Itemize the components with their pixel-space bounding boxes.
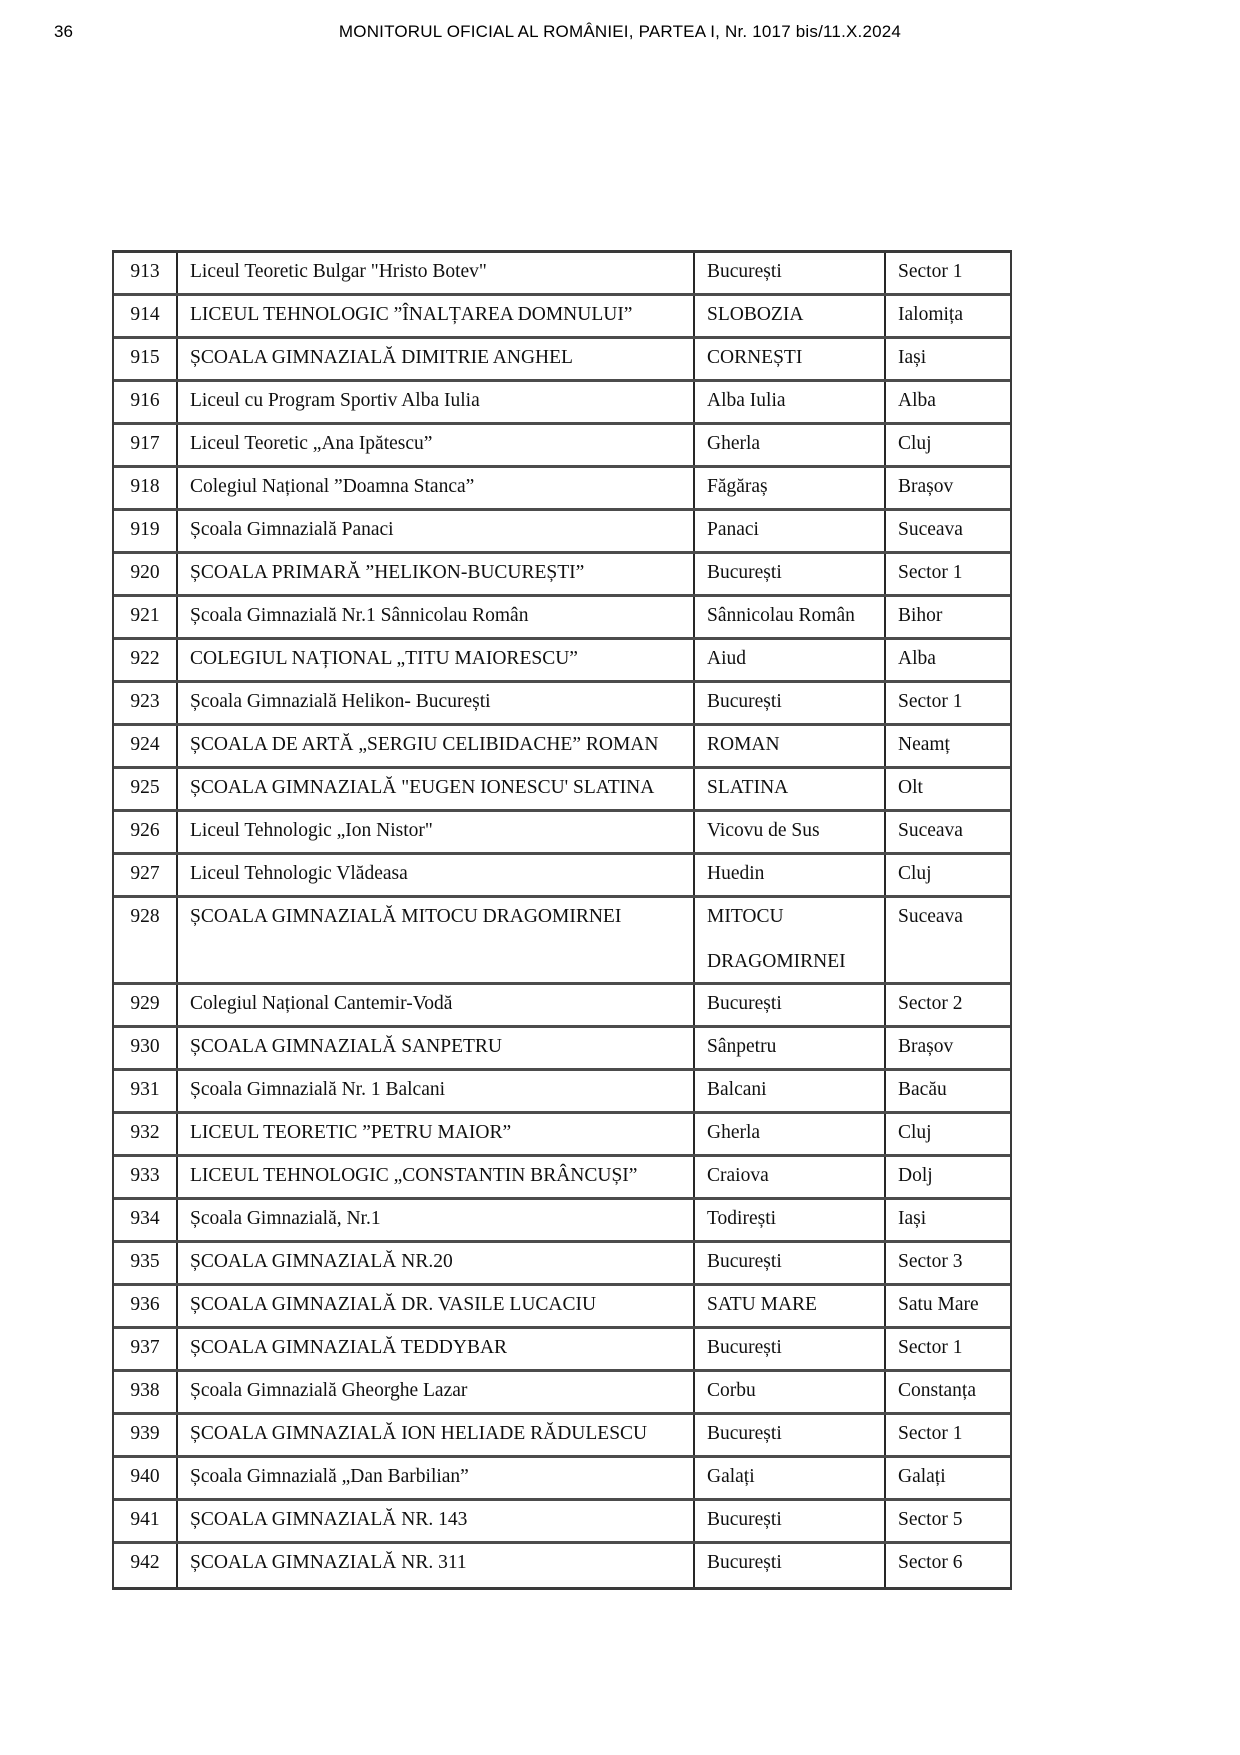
table-row [114,382,1010,425]
school-name-cell: ȘCOALA GIMNAZIALĂ DIMITRIE ANGHEL [178,339,695,379]
city-cell: SLOBOZIA [695,296,886,336]
city-cell: Panaci [695,511,886,551]
table-row [114,1286,1010,1329]
city-line: MITOCU [707,906,784,927]
row-number-cell: 917 [114,425,178,465]
table-row [114,1028,1010,1071]
table-row [114,1071,1010,1114]
county-cell: Bacău [898,1079,947,1100]
row-number-cell: 936 [114,1286,178,1326]
city-cell: București [695,1501,886,1541]
county-cell: Galați [898,1466,946,1487]
city-cell: București [695,1243,886,1283]
row-number-cell: 942 [114,1544,178,1587]
schools-table [112,250,1012,1590]
row-number-cell: 916 [114,382,178,422]
row-number-cell: 920 [114,554,178,594]
school-name-cell: Școala Gimnazială Panaci [178,511,695,551]
city-line: DRAGOMIRNEI [707,951,846,973]
city-cell: CORNEȘTI [695,339,886,379]
city-cell: Vicovu de Sus [695,812,886,852]
school-name-cell: Școala Gimnazială Gheorghe Lazar [178,1372,695,1412]
city-cell: ROMAN [695,726,886,766]
table-row [114,1114,1010,1157]
table-row [114,1157,1010,1200]
page-header [0,22,1240,46]
school-name-cell: Școala Gimnazială Nr.1 Sânnicolau Român [178,597,695,637]
table-row [114,640,1010,683]
school-name-cell: ȘCOALA PRIMARĂ ”HELIKON-BUCUREȘTI” [178,554,695,594]
city-cell: Craiova [695,1157,886,1197]
table-row [114,1372,1010,1415]
city-cell: SATU MARE [695,1286,886,1326]
row-number-cell: 932 [114,1114,178,1154]
county-cell: Brașov [898,476,954,497]
county-cell: Constanța [898,1380,976,1401]
county-cell: Sector 1 [898,691,963,712]
school-name-cell: ȘCOALA GIMNAZIALĂ ION HELIADE RĂDULESCU [178,1415,695,1455]
city-cell: Galați [695,1458,886,1498]
county-cell: Satu Mare [898,1294,979,1315]
row-number-cell: 933 [114,1157,178,1197]
table-row [114,1458,1010,1501]
county-cell: Sector 3 [898,1251,963,1272]
row-number-cell: 934 [114,1200,178,1240]
county-cell: Neamț [898,734,950,755]
row-number-cell: 926 [114,812,178,852]
table-row [114,1544,1010,1587]
county-cell: Iași [898,347,927,368]
school-name-cell: LICEUL TEHNOLOGIC „CONSTANTIN BRÂNCUȘI” [178,1157,695,1197]
row-number-cell: 913 [114,253,178,293]
row-number-cell: 928 [114,898,178,982]
table-row [114,985,1010,1028]
table-row [114,253,1010,296]
row-number-cell: 930 [114,1028,178,1068]
table-row [114,855,1010,898]
city-cell: Todirești [695,1200,886,1240]
county-cell: Cluj [898,433,932,454]
table-row [114,1329,1010,1372]
row-number-cell: 931 [114,1071,178,1111]
city-cell: Aiud [695,640,886,680]
school-name-cell: Școala Gimnazială Helikon- București [178,683,695,723]
row-number-cell: 921 [114,597,178,637]
row-number-cell: 919 [114,511,178,551]
row-number-cell: 915 [114,339,178,379]
city-cell: București [695,1329,886,1369]
table-row [114,1200,1010,1243]
school-name-cell: Liceul Tehnologic „Ion Nistor" [178,812,695,852]
county-cell: Sector 1 [898,562,963,583]
school-name-cell: ȘCOALA GIMNAZIALĂ NR. 143 [178,1501,695,1541]
row-number-cell: 929 [114,985,178,1025]
row-number-cell: 940 [114,1458,178,1498]
city-cell [695,898,886,982]
city-cell: SLATINA [695,769,886,809]
city-cell: Alba Iulia [695,382,886,422]
city-cell: Sânnicolau Român [695,597,886,637]
county-cell: Alba [898,648,936,669]
county-cell: Sector 2 [898,993,963,1014]
city-cell: Gherla [695,1114,886,1154]
school-name-cell: ȘCOALA GIMNAZIALĂ "EUGEN IONESCU' SLATINA [178,769,695,809]
county-cell: Dolj [898,1165,933,1186]
table-row [114,597,1010,640]
table-row [114,1243,1010,1286]
row-number-cell: 923 [114,683,178,723]
school-name-cell: ȘCOALA GIMNAZIALĂ DR. VASILE LUCACIU [178,1286,695,1326]
school-name-cell: Liceul Tehnologic Vlădeasa [178,855,695,895]
row-number-cell: 924 [114,726,178,766]
row-number-cell: 938 [114,1372,178,1412]
school-name-cell: ȘCOALA GIMNAZIALĂ NR.20 [178,1243,695,1283]
row-number-cell: 914 [114,296,178,336]
school-name-cell: Școala Gimnazială, Nr.1 [178,1200,695,1240]
county-cell: Sector 1 [898,261,963,282]
row-number-cell: 939 [114,1415,178,1455]
city-cell: Corbu [695,1372,886,1412]
table-row [114,468,1010,511]
row-number-cell: 937 [114,1329,178,1369]
county-cell: Iași [898,1208,927,1229]
city-cell: Gherla [695,425,886,465]
city-cell: București [695,554,886,594]
county-cell: Sector 5 [898,1509,963,1530]
table-row [114,339,1010,382]
city-cell: Huedin [695,855,886,895]
page-number: 36 [54,22,73,41]
school-name-cell: Liceul cu Program Sportiv Alba Iulia [178,382,695,422]
row-number-cell: 927 [114,855,178,895]
county-cell: Sector 1 [898,1423,963,1444]
gazette-title: MONITORUL OFICIAL AL ROMÂNIEI, PARTEA I, Nr. 1017 bis/11.X.2024 [338,22,902,41]
table-row [114,898,1010,985]
table-row [114,296,1010,339]
school-name-cell: ȘCOALA DE ARTĂ „SERGIU CELIBIDACHE” ROMAN [178,726,695,766]
city-cell: Balcani [695,1071,886,1111]
county-cell: Suceava [898,906,963,927]
school-name-cell: Școala Gimnazială „Dan Barbilian” [178,1458,695,1498]
county-cell: Suceava [898,519,963,540]
county-cell: Brașov [898,1036,954,1057]
county-cell: Olt [898,777,923,798]
row-number-cell: 935 [114,1243,178,1283]
table-row [114,425,1010,468]
county-cell: Bihor [898,605,943,626]
county-cell: Sector 1 [898,1337,963,1358]
table-row [114,812,1010,855]
school-name-cell: Colegiul Național ”Doamna Stanca” [178,468,695,508]
city-cell: București [695,985,886,1025]
table-row [114,683,1010,726]
county-cell: Sector 6 [898,1552,963,1573]
city-cell: București [695,1544,886,1587]
city-cell: București [695,683,886,723]
school-name-cell: COLEGIUL NAȚIONAL „TITU MAIORESCU” [178,640,695,680]
school-name-cell: Colegiul Național Cantemir-Vodă [178,985,695,1025]
county-cell: Suceava [898,820,963,841]
school-name-cell: LICEUL TEORETIC ”PETRU MAIOR” [178,1114,695,1154]
school-name-cell: ȘCOALA GIMNAZIALĂ NR. 311 [178,1544,695,1587]
city-cell: Făgăraș [695,468,886,508]
row-number-cell: 941 [114,1501,178,1541]
row-number-cell: 918 [114,468,178,508]
school-name-cell: ȘCOALA GIMNAZIALĂ MITOCU DRAGOMIRNEI [178,898,695,982]
city-cell: București [695,253,886,293]
table-row [114,1415,1010,1458]
county-cell: Cluj [898,863,932,884]
school-name-cell: Liceul Teoretic „Ana Ipătescu” [178,425,695,465]
school-name-cell: Liceul Teoretic Bulgar "Hristo Botev" [178,253,695,293]
school-name-cell: Școala Gimnazială Nr. 1 Balcani [178,1071,695,1111]
city-cell: Sânpetru [695,1028,886,1068]
table-row [114,769,1010,812]
table-row [114,726,1010,769]
county-cell: Cluj [898,1122,932,1143]
school-name-cell: LICEUL TEHNOLOGIC ”ÎNALȚAREA DOMNULUI” [178,296,695,336]
school-name-cell: ȘCOALA GIMNAZIALĂ TEDDYBAR [178,1329,695,1369]
table-row [114,554,1010,597]
row-number-cell: 922 [114,640,178,680]
row-number-cell: 925 [114,769,178,809]
city-cell: București [695,1415,886,1455]
county-cell: Ialomița [898,304,963,325]
county-cell: Alba [898,390,936,411]
table-row [114,511,1010,554]
table-row [114,1501,1010,1544]
school-name-cell: ȘCOALA GIMNAZIALĂ SANPETRU [178,1028,695,1068]
